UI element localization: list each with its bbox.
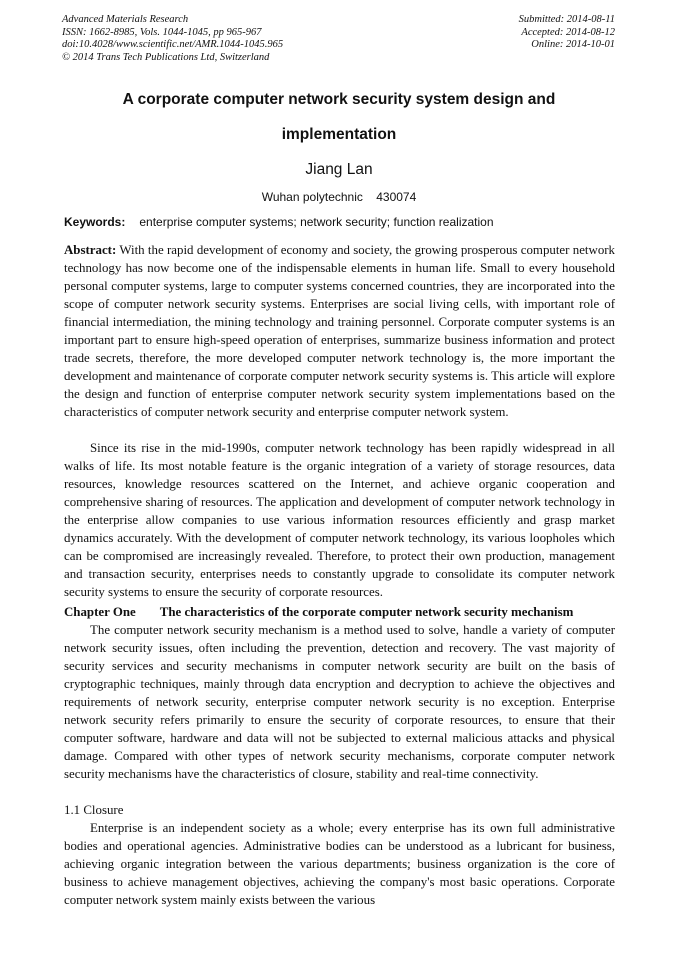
dates-header <box>395 14 615 52</box>
abstract-label: Abstract: <box>64 243 117 257</box>
submitted-date: Submitted: 2014-08-11 <box>518 14 615 25</box>
chapter-one-heading <box>64 603 624 621</box>
abstract-block <box>64 241 615 421</box>
closure-block <box>64 819 615 909</box>
doi-link[interactable]: doi:10.4028/www.scientific.net/AMR.1044-1045.965 <box>62 39 284 50</box>
journal-header <box>62 14 362 64</box>
copyright-line: © 2014 Trans Tech Publications Ltd, Switzerland <box>62 51 270 63</box>
abstract-text: With the rapid development of economy and society, the growing prosperous computer network technology has now become one of the indispensable elements in human life. Small to every household personal computer systems, large to computer systems concerned countries, they are incorporated into the scope of computer network security systems. Enterprises are social living cells, with important role of financial intermediation, the mining technology and training personnel. Corporate computer systems is an important part to ensure high-speed operation of enterprises, summarize business information and protect trade secrets, therefore, the more developed computer network technology is, the more important the development and maintenance of corporate computer network security systems is. This article will explore the design and function of enterprise computer network security system implementations based on the characteristics of computer network security and enterprise computer network system. <box>64 243 615 420</box>
section-heading-closure: 1.1 Closure <box>64 803 124 817</box>
journal-name: Advanced Materials Research <box>62 14 189 25</box>
closure-paragraph: Enterprise is an independent society as a whole; every enterprise has its own full administrative bodies and operational agencies. Administrative bodies can be understood as a lubricant for business, achieving organic integration between the various departments; business organization is the core of business to achieve management objectives, achieving the company's most basic operations. Corporate computer network system mainly exists between the various <box>64 821 615 908</box>
keywords-value: enterprise computer systems; network security; function realization <box>139 215 494 229</box>
chapter-title: The characteristics of the corporate computer network security mechanism <box>159 605 574 619</box>
keywords-line <box>64 214 624 230</box>
paper-title-line-2: implementation <box>281 126 397 143</box>
online-date: Online: 2014-10-01 <box>531 39 615 50</box>
affiliation: Wuhan polytechnic 430074 <box>261 190 417 204</box>
accepted-date: Accepted: 2014-08-12 <box>521 26 615 38</box>
author-name: Jiang Lan <box>305 161 373 178</box>
keywords-label: Keywords: <box>64 215 126 229</box>
chapter-one-block <box>64 621 615 783</box>
intro-paragraph: Since its rise in the mid-1990s, computer network technology has been rapidly widespread in all walks of life. Its most notable feature is the organic integration of a variety of storage resources, data resources, knowledge resources scattered on the Internet, and achieve organic cooperation and comprehensive sharing of resources. The application and development of computer network technology in the enterprise allow companies to use various information resources efficiently and grasp market dynamics accurately. With the development of computer network technology, its various loopholes which can be compromised are increasingly revealed. Therefore, to protect their own production, management and transaction security, enterprises needs to constantly upgrade to consolidate its computer network security systems to ensure the security of corporate resources. <box>64 441 615 600</box>
abstract-paragraph <box>64 241 615 421</box>
intro-block <box>64 439 615 601</box>
issn-line: ISSN: 1662-8985, Vols. 1044-1045, pp 965-967 <box>62 26 262 38</box>
paper-title-line-1: A corporate computer network security system design and <box>122 91 556 108</box>
chapter-one-paragraph: The computer network security mechanism is a method used to solve, handle a variety of computer network security issues, often including the prevention, detection and recovery. The vast majority of security services and security mechanisms in computer network security are built on the basis of cryptographic techniques, mainly through data encryption and decryption to achieve the objectives and requirements of network security, enterprise computer network security is no exception. Enterprise network security refers primarily to ensure the security of corporate resources, to ensure that their computer software, hardware and data will not be subjected to external malicious attacks and physical damage. Compared with other types of network security mechanisms, corporate computer network security mechanisms have the characteristics of closure, stability and real-time connectivity. <box>64 623 615 782</box>
chapter-label: Chapter One <box>64 605 136 619</box>
